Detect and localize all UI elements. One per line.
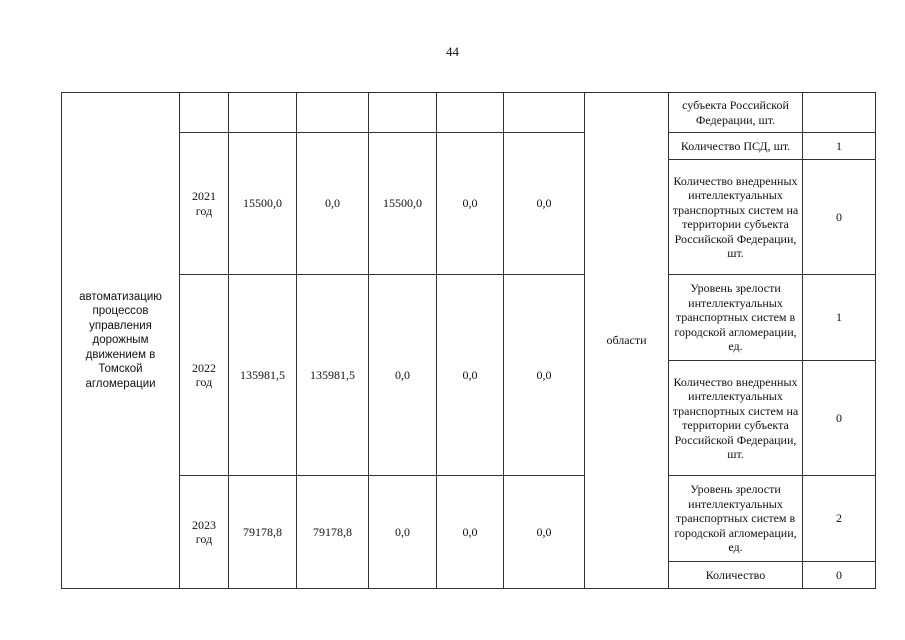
amount-cell: 0,0 <box>369 275 437 476</box>
amount-cell: 0,0 <box>504 275 585 476</box>
indicator-value: 1 <box>803 275 876 361</box>
empty-cell <box>229 93 297 133</box>
year-cell <box>180 476 229 589</box>
empty-cell <box>369 93 437 133</box>
year-unit: год <box>195 203 213 218</box>
amount-cell: 0,0 <box>437 133 504 275</box>
year-unit: год <box>195 532 213 546</box>
year-unit: год <box>195 375 213 389</box>
amount-cell: 79178,8 <box>229 476 297 589</box>
empty-cell <box>297 93 369 133</box>
indicator-value: 0 <box>803 562 876 589</box>
indicator-name: Количество внедренных интеллектуальных транспортных систем на территории субъекта Российской Федерации, шт. <box>669 160 803 275</box>
amount-cell: 135981,5 <box>297 275 369 476</box>
amount-cell: 135981,5 <box>229 275 297 476</box>
indicator-value <box>803 93 876 133</box>
responsible-cell: области <box>585 93 669 589</box>
indicator-value: 2 <box>803 476 876 562</box>
amount-cell: 0,0 <box>437 476 504 589</box>
year-value: 2022 <box>192 360 216 375</box>
indicator-name: Количество <box>669 562 803 589</box>
empty-cell <box>504 93 585 133</box>
indicator-value: 0 <box>803 361 876 476</box>
table-row <box>62 476 876 562</box>
indicator-name: Уровень зрелости интеллектуальных транспортных систем в городской агломерации, ед. <box>669 275 803 361</box>
table-row <box>62 275 876 361</box>
amount-cell: 0,0 <box>504 476 585 589</box>
indicator-value: 1 <box>803 133 876 160</box>
indicator-name: Уровень зрелости интеллектуальных транспортных систем в городской агломерации, ед. <box>669 476 803 562</box>
empty-cell <box>437 93 504 133</box>
amount-cell: 0,0 <box>437 275 504 476</box>
empty-cell <box>180 93 229 133</box>
year-value: 2021 <box>192 189 216 203</box>
year-value: 2023 <box>192 517 216 532</box>
program-table <box>61 92 876 589</box>
year-cell <box>180 275 229 476</box>
table-row <box>62 133 876 160</box>
amount-cell: 0,0 <box>504 133 585 275</box>
year-cell <box>180 133 229 275</box>
amount-cell: 0,0 <box>369 476 437 589</box>
amount-cell: 15500,0 <box>369 133 437 275</box>
measure-name-cell: автоматизацию процессов управления дорожным движением в Томской агломерации <box>62 93 180 589</box>
amount-cell: 79178,8 <box>297 476 369 589</box>
amount-cell: 0,0 <box>297 133 369 275</box>
amount-cell: 15500,0 <box>229 133 297 275</box>
indicator-value: 0 <box>803 160 876 275</box>
table-row <box>62 93 876 133</box>
indicator-name: субъекта Российской Федерации, шт. <box>669 93 803 133</box>
page-number: 44 <box>446 44 459 59</box>
indicator-name: Количество ПСД, шт. <box>669 133 803 160</box>
indicator-name: Количество внедренных интеллектуальных транспортных систем на территории субъекта Российской Федерации, шт. <box>669 361 803 476</box>
